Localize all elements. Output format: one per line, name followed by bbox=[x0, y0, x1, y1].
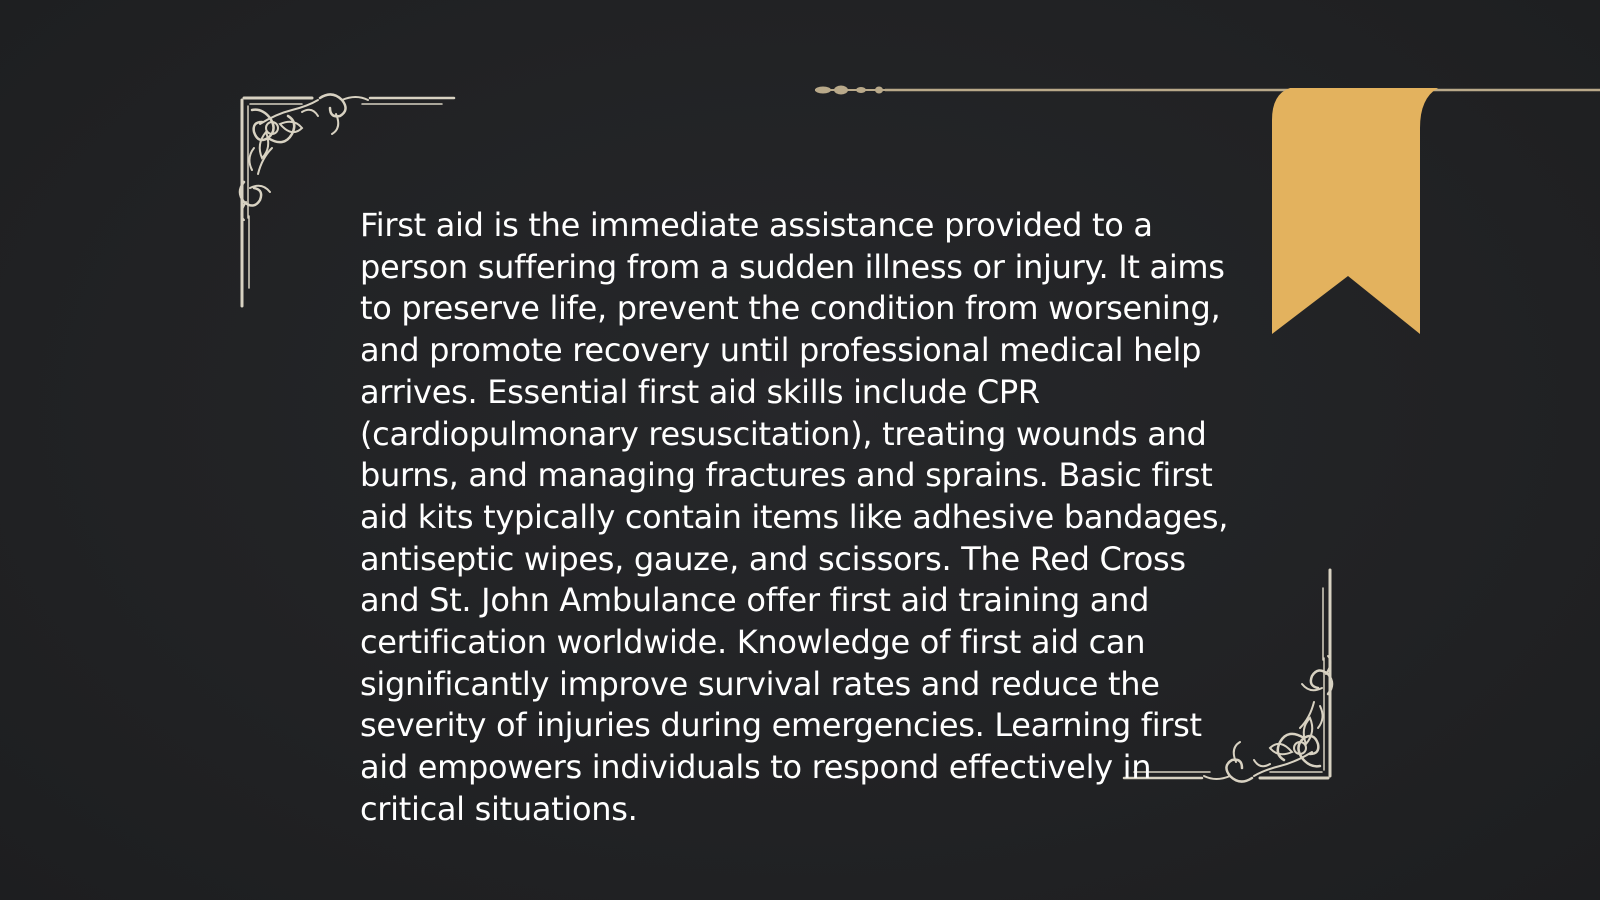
slide-body-text: First aid is the immediate assistance provided to a person suffering from a sudden illness or injury. It aims to preserve life, prevent the condition from worsening, and promote recovery until professional medical help arrives. Essential first aid skills include CPR (cardiopulmonary resuscitation), treating wounds and burns, and managing fractures and sprains. Basic first aid kits typically contain items like adhesive bandages, antiseptic wipes, gauze, and scissors. The Red Cross and St. John Ambulance offer first aid training and certification worldwide. Knowledge of first aid can significantly improve survival rates and reduce the severity of injuries during emergencies. Learning first aid empowers individuals to respond effectively in critical situations. bbox=[360, 206, 1229, 828]
bookmark-ribbon-icon bbox=[1268, 88, 1438, 334]
gold-rule-decoration bbox=[815, 80, 1600, 100]
